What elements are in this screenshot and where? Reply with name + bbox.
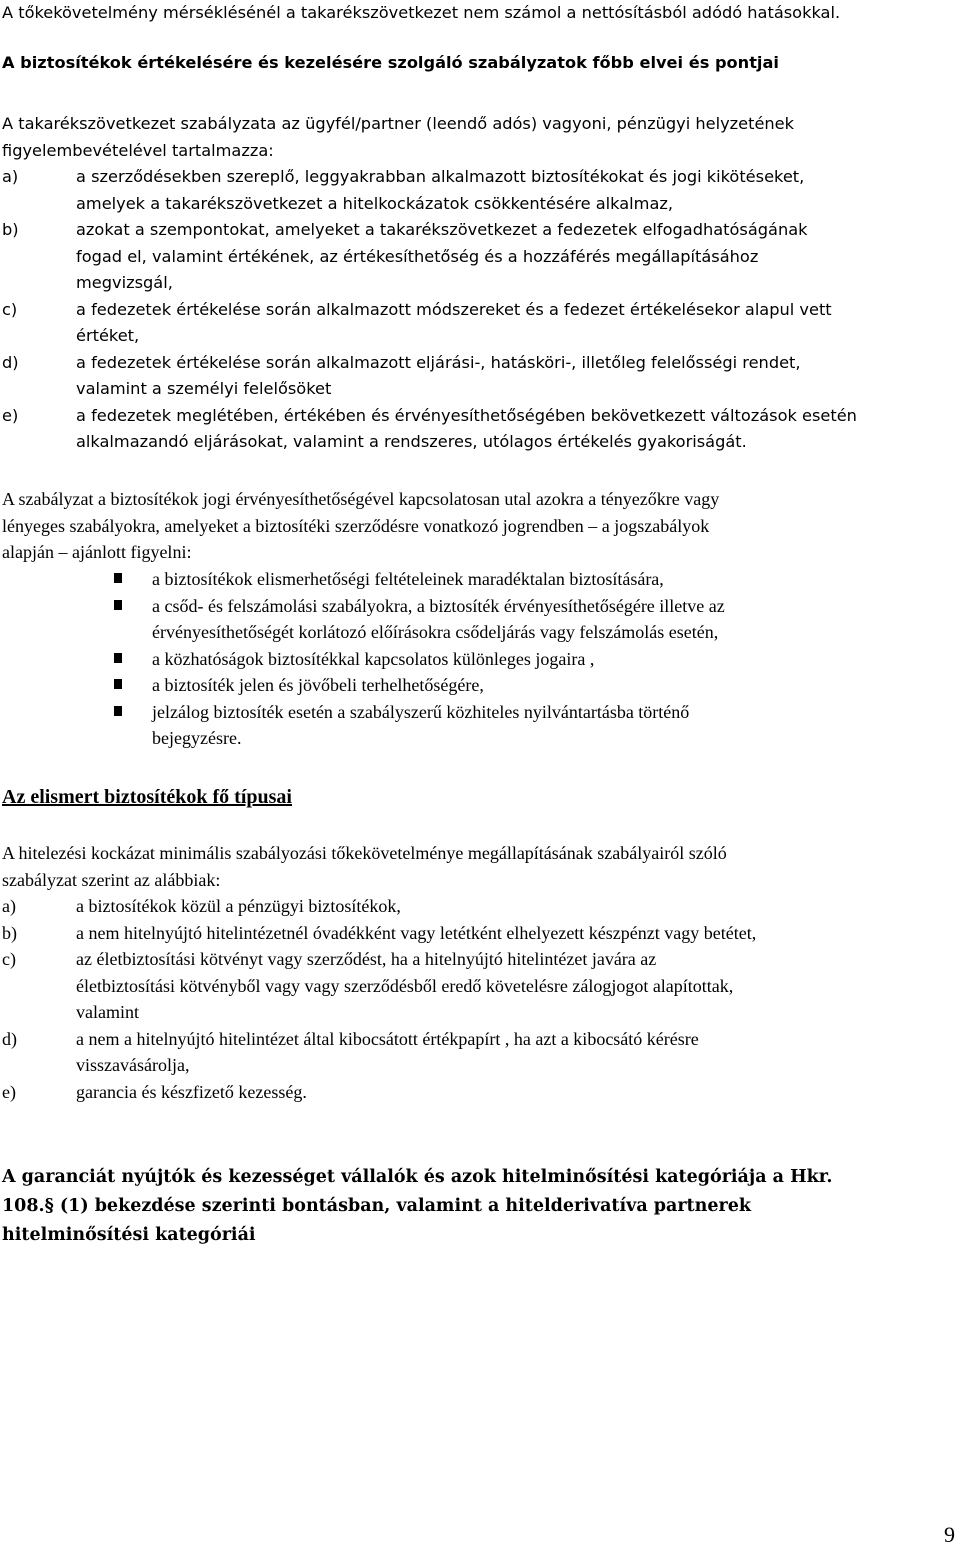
section2-intro-line: A szabályzat a biztosítékok jogi érvényesíthetőségével kapcsolatosan utal azokra a tényezőkre vagy	[2, 489, 720, 509]
section4-heading	[2, 1163, 957, 1250]
section3-list-item-c	[2, 946, 957, 1026]
section1-list-item-e	[2, 403, 957, 456]
list-marker: b)	[2, 220, 19, 239]
list-item-line: fogad el, valamint értékének, az értékesíthetőség és a hozzáférés megállapításához	[76, 246, 759, 266]
section1-list	[2, 164, 957, 456]
section2-bullet-item	[2, 593, 957, 646]
list-item-line: a fedezetek meglétében, értékében és érvényesíthetőségében bekövetkezett változások esetén	[76, 405, 857, 425]
section4-heading-line: hitelminősítési kategóriái	[2, 1225, 256, 1245]
list-item-line: a nem a hitelnyújtó hitelintézet által kibocsátott értékpapírt , ha azt a kibocsátó kérésre	[76, 1028, 699, 1049]
section3-intro-line: szabályzat szerint az alábbiak:	[2, 869, 221, 890]
list-item-line: értéket,	[76, 326, 140, 345]
square-bullet-icon	[114, 679, 122, 689]
section2-intro	[2, 486, 957, 566]
section4-heading-line: A garanciát nyújtók és kezességet vállalók és azok hitelminősítési kategóriája a Hkr.	[2, 1167, 833, 1187]
section1-list-item-d	[2, 350, 957, 403]
section1-list-item-a	[2, 164, 957, 217]
list-marker: b)	[2, 922, 17, 943]
section1-list-item-b	[2, 217, 957, 297]
section3-list-item-d	[2, 1026, 957, 1079]
section2-bullet-item	[2, 646, 957, 673]
section3-intro-line: A hitelezési kockázat minimális szabályozási tőkekövetelménye megállapításának szabályairól szóló	[2, 843, 727, 863]
square-bullet-icon	[114, 706, 122, 716]
section2-bullet-item	[2, 699, 957, 752]
bullet-item-line: a csőd- és felszámolási szabályokra, a biztosíték érvényesíthetőségére illetve az	[152, 595, 725, 616]
square-bullet-icon	[114, 573, 122, 583]
list-item-line: a biztosítékok közül a pénzügyi biztosítékok,	[76, 896, 401, 916]
top-line-text: A tőkekövetelmény mérséklésénél a takarékszövetkezet nem számol a nettósításból adódó hatásokkal.	[2, 3, 841, 22]
page-number: 9	[944, 1522, 955, 1547]
list-item-line: visszavásárolja,	[76, 1055, 190, 1075]
bullet-item-line: a biztosíték jelen és jövőbeli terhelhetőségére,	[152, 675, 484, 695]
list-item-line: a nem hitelnyújtó hitelintézetnél óvadékként vagy letétként elhelyezett készpénzt vagy betétet,	[76, 922, 757, 943]
list-marker: c)	[2, 949, 16, 969]
bullet-item-line: érvényesíthetőségét korlátozó előírásokra csődeljárás vagy felszámolás esetén,	[152, 622, 719, 642]
section3-heading-text: Az elismert biztosítékok fő típusai	[2, 786, 292, 808]
section3-list-item-e	[2, 1079, 957, 1106]
top-line	[2, 0, 957, 27]
section1-heading-text: A biztosítékok értékelésére és kezelésére szolgáló szabályzatok főbb elvei és pontjai	[2, 53, 779, 72]
list-marker: d)	[2, 352, 19, 372]
section2-bullet-item	[2, 566, 957, 593]
list-marker: a)	[2, 167, 19, 186]
section2-intro-line: alapján – ajánlott figyelni:	[2, 542, 192, 562]
bullet-item-line: bejegyzésre.	[152, 728, 242, 748]
section3-heading	[2, 784, 957, 811]
section3-intro	[2, 840, 957, 893]
bullet-item-line: jelzálog biztosíték esetén a szabályszerű közhiteles nyilvántartásba történő	[152, 701, 690, 722]
list-item-line: életbiztosítási kötvényből vagy vagy szerződésből eredő követelésre zálogjogot alapítottak,	[76, 975, 734, 996]
list-item-line: alkalmazandó eljárásokat, valamint a rendszeres, utólagos értékelés gyakoriságát.	[76, 432, 747, 451]
bullet-item-line: a biztosítékok elismerhetőségi feltételeinek maradéktalan biztosítására,	[152, 569, 664, 589]
list-item-line: amelyek a takarékszövetkezet a hitelkockázatok csökkentésére alkalmaz,	[76, 193, 674, 213]
list-marker: e)	[2, 405, 19, 425]
section2-bullet-item	[2, 672, 957, 699]
section1-intro-line: A takarékszövetkezet szabályzata az ügyfél/partner (leendő adós) vagyoni, pénzügyi helyzetének	[2, 114, 795, 133]
section3-list	[2, 893, 957, 1105]
section3-list-item-a	[2, 893, 957, 920]
list-marker: c)	[2, 299, 18, 319]
list-item-line: megvizsgál,	[76, 273, 173, 292]
list-item-line: az életbiztosítási kötvényt vagy szerződést, ha a hitelnyújtó hitelintézet javára az	[76, 949, 657, 969]
section2-intro-line: lényeges szabályokra, amelyeket a biztosítéki szerződésre vonatkozó jogrendben – a jogszabályok	[2, 515, 710, 536]
bullet-item-line: a közhatóságok biztosítékkal kapcsolatos különleges jogaira ,	[152, 648, 595, 669]
list-marker: d)	[2, 1028, 17, 1049]
section1-list-item-c	[2, 297, 957, 350]
list-item-line: a fedezetek értékelése során alkalmazott módszereket és a fedezet értékelésekor alapul vett	[76, 299, 832, 319]
section2-bullet-list	[2, 566, 957, 752]
list-marker: e)	[2, 1081, 16, 1102]
list-item-line: garancia és készfizető kezesség.	[76, 1081, 307, 1102]
list-item-line: azokat a szempontokat, amelyeket a takarékszövetkezet a fedezetek elfogadhatóságának	[76, 220, 808, 239]
section3-list-item-b	[2, 920, 957, 947]
section1-intro	[2, 111, 957, 164]
list-item-line: a fedezetek értékelése során alkalmazott eljárási-, hatásköri-, illetőleg felelősségi rendet,	[76, 352, 801, 372]
section1-heading	[2, 50, 957, 77]
square-bullet-icon	[114, 600, 122, 610]
list-marker: a)	[2, 896, 16, 916]
section4-heading-line: 108.§ (1) bekezdése szerinti bontásban, valamint a hitelderivatíva partnerek	[2, 1196, 751, 1216]
square-bullet-icon	[114, 653, 122, 663]
section1-intro-line: figyelembevételével tartalmazza:	[2, 140, 274, 160]
list-item-line: a szerződésekben szereplő, leggyakrabban alkalmazott biztosítékokat és jogi kikötéseket,	[76, 167, 805, 186]
list-item-line: valamint	[76, 1002, 139, 1022]
list-item-line: valamint a személyi felelősöket	[76, 379, 332, 398]
